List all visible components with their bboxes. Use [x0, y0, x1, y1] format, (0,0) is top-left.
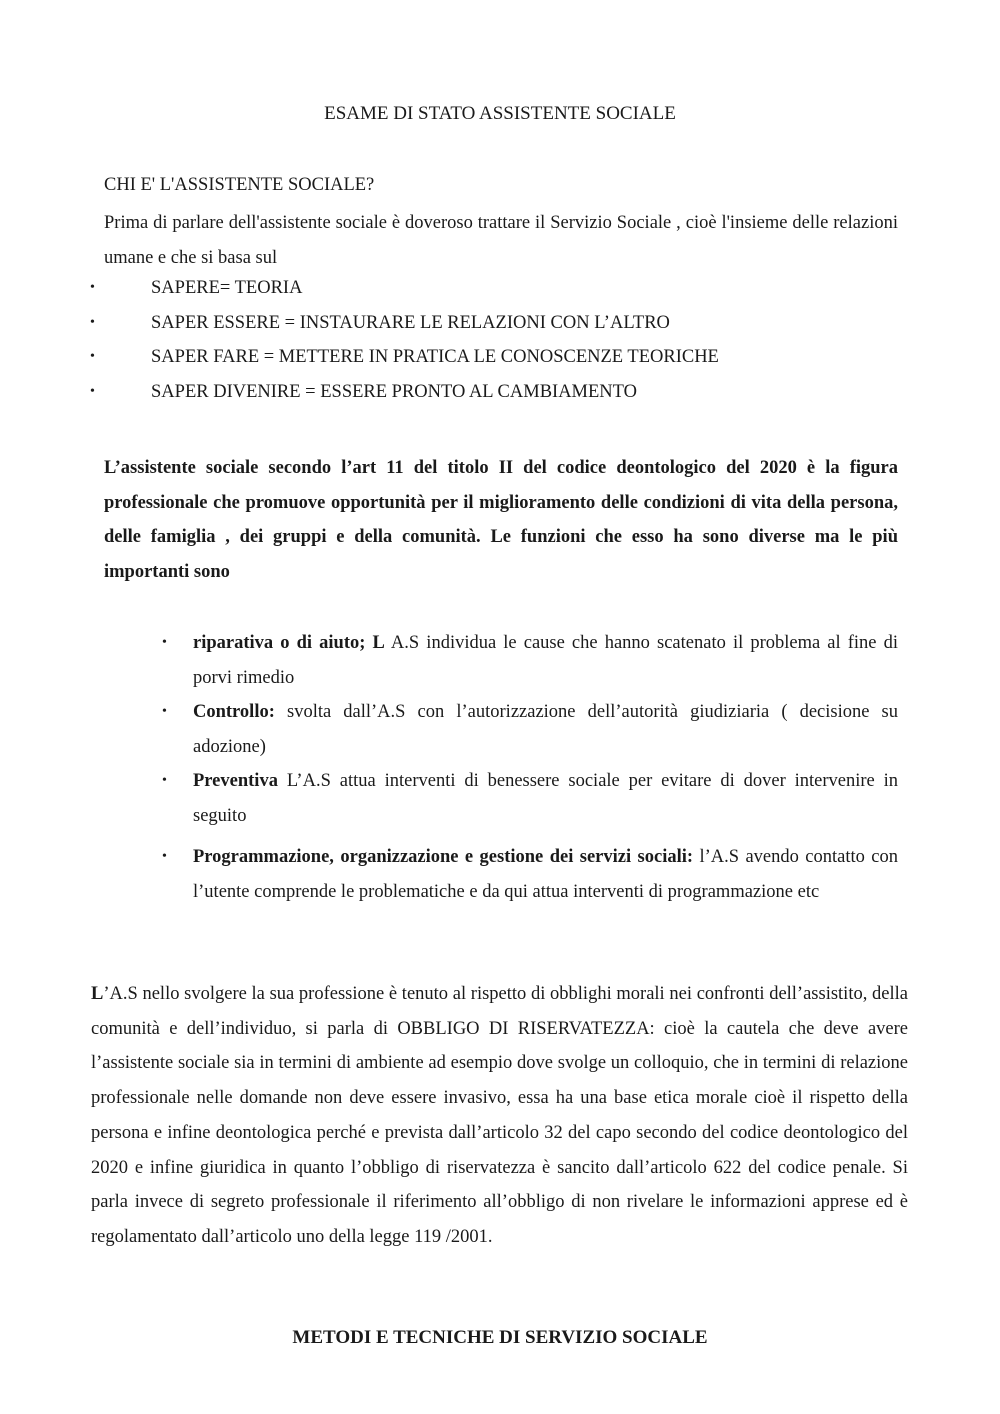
list-item [0, 380, 1000, 415]
list-item [162, 695, 898, 764]
function-text: svolta dall’A.S con l’autorizzazione dell’autorità giudiziaria ( decisione su adozione) [193, 702, 898, 757]
function-term: Programmazione, organizzazione e gestione dei servizi sociali: [193, 847, 694, 867]
list-item [162, 840, 899, 909]
bullet-icon: • [90, 280, 95, 295]
bullet-icon: • [162, 773, 167, 788]
function-text: A.S individua le cause che hanno scatenato il problema al fine di porvi rimedio [193, 633, 899, 688]
function-term: Preventiva [193, 771, 278, 791]
skill-text: SAPER FARE = METTERE IN PRATICA LE CONOSCENZE TEORICHE [151, 347, 719, 368]
bullet-icon: • [90, 314, 95, 330]
bullet-icon: • [162, 704, 167, 719]
document-title: ESAME DI STATO ASSISTENTE SOCIALE [324, 103, 676, 124]
bullet-icon: • [162, 635, 167, 650]
skill-text: SAPERE= TEORIA [151, 278, 303, 298]
list-item [162, 764, 898, 833]
functions-list [0, 626, 1000, 909]
skills-list [0, 276, 1000, 415]
privacy-lead: L [91, 984, 104, 1004]
list-item [0, 276, 1000, 311]
bullet-icon: • [162, 849, 167, 864]
skill-text: SAPER DIVENIRE = ESSERE PRONTO AL CAMBIAMENTO [151, 382, 637, 403]
section-heading: METODI E TECNICHE DI SERVIZIO SOCIALE [292, 1327, 708, 1348]
function-text: l’A.S avendo contatto con l’utente comprende le problematiche e da qui attua interventi di programmazione etc [193, 847, 899, 902]
bullet-icon: • [90, 349, 95, 365]
function-term: riparativa o di aiuto; L [193, 633, 385, 653]
privacy-paragraph [91, 977, 908, 1255]
list-item [0, 345, 1000, 380]
function-term: Controllo: [193, 702, 275, 722]
skill-text: SAPER ESSERE = INSTAURARE LE RELAZIONI CON L’ALTRO [151, 312, 670, 333]
bullet-icon: • [90, 384, 95, 400]
function-text: L’A.S attua interventi di benessere sociale per evitare di dover intervenire in seguito [193, 771, 898, 826]
list-item [162, 626, 899, 695]
privacy-text: ’A.S nello svolgere la sua professione è tenuto al rispetto di obblighi morali nei confronti dell’assistito, della comunità e dell’individuo, si parla di OBBLIGO DI RISERVATEZZA: cioè la cautela che deve avere l’assistente sociale sia in termini di ambiente ad esempio dove svolge un colloquio, che in termini di relazione professionale nelle domande non deve essere invasivo, essa ha una base etica morale cioè il rispetto della persona e infine deontologica perché e prevista dall’articolo 32 del capo secondo del codice deontologico del 2020 e infine giuridica in quanto l’obbligo di riservatezza è sancito dall’articolo 622 del codice penale. Si parla invece di segreto professionale il riferimento all’obbligo di non rivelare le informazioni apprese ed è regolamentato dall’articolo uno della legge 119 /2001. [91, 984, 908, 1247]
list-item [0, 311, 1000, 346]
question-heading: CHI E' L'ASSISTENTE SOCIALE? [104, 175, 375, 195]
intro-paragraph: Prima di parlare dell'assistente sociale è doveroso trattare il Servizio Sociale , cioè l'insieme delle relazioni umane e che si basa sul [104, 213, 898, 268]
definition-paragraph: L’assistente sociale secondo l’art 11 del titolo II del codice deontologico del 2020 è la figura professionale che promuove opportunità per il miglioramento delle condizioni di vita della persona, delle famiglia , dei gruppi e della comunità. Le funzioni che esso ha sono diverse ma le più importanti sono [104, 458, 898, 583]
